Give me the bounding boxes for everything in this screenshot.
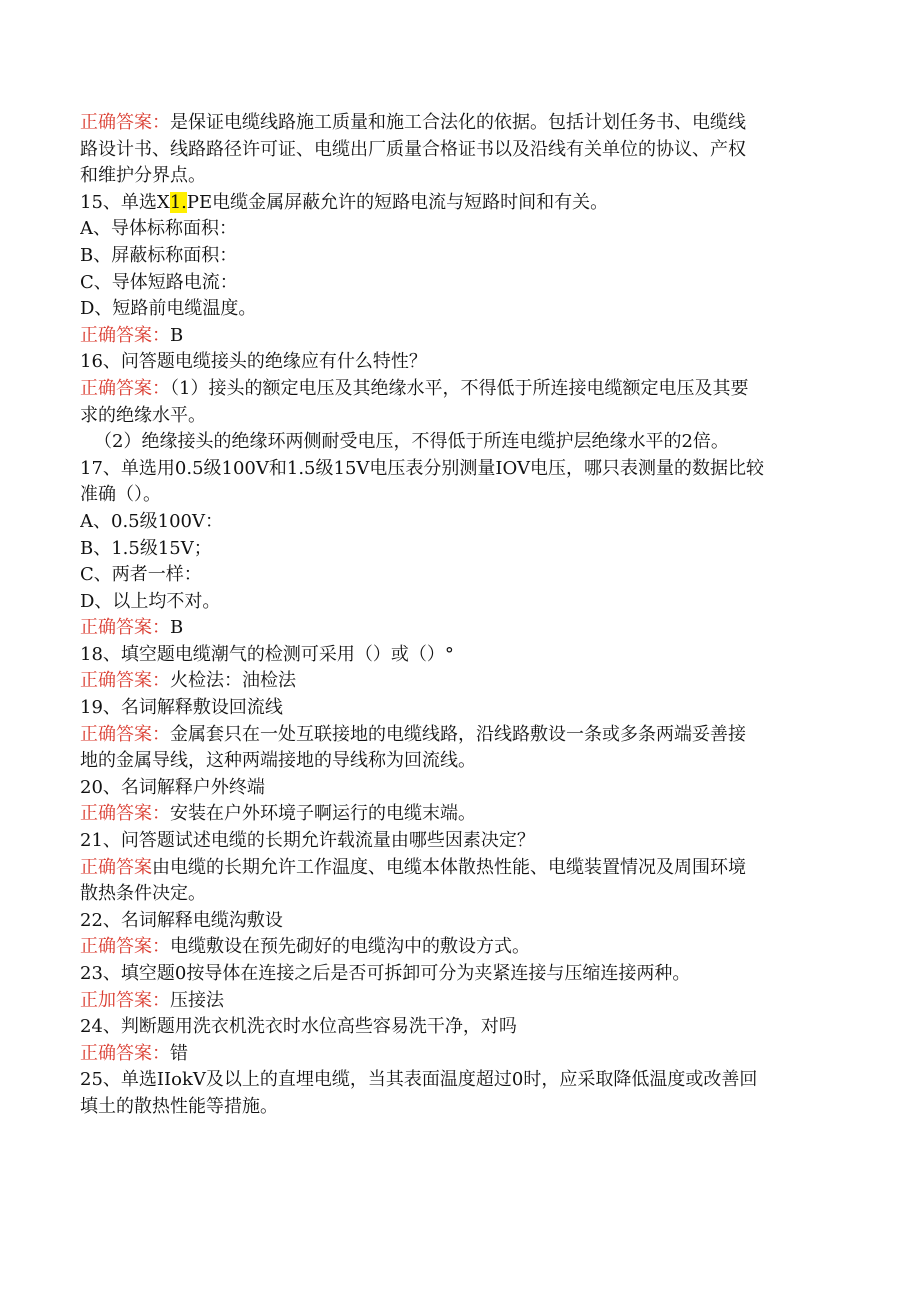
answer-line bbox=[80, 934, 860, 961]
question-line: 23、填空题0按导体在连接之后是否可拆卸可分为夹紧连接与压缩连接两种。 bbox=[80, 963, 691, 984]
answer-label: 正确答案： bbox=[80, 1042, 170, 1064]
question-text-after: PE电缆金属屏蔽允许的短路电流与短路时间和有关。 bbox=[186, 191, 609, 213]
option-line: D、以上均不对。 bbox=[80, 590, 221, 612]
answer-line bbox=[80, 855, 860, 882]
question-line bbox=[80, 190, 860, 217]
answer-line bbox=[80, 722, 860, 749]
option-line: B、1.5级15V； bbox=[80, 537, 212, 559]
option-line: C、导体短路电流： bbox=[80, 271, 238, 293]
answer-line bbox=[80, 668, 860, 695]
answer-line bbox=[80, 376, 860, 403]
answer-text: 压接法 bbox=[170, 989, 224, 1011]
answer-line bbox=[80, 615, 860, 642]
text-line: 地的金属导线，这种两端接地的导线称为回流线。 bbox=[80, 750, 476, 772]
question-line: 16、问答题电缆接头的绝缘应有什么特性？ bbox=[80, 351, 427, 373]
answer-text: 安装在户外环境子啊运行的电缆末端。 bbox=[170, 803, 476, 825]
text-line: 和维护分界点。 bbox=[80, 165, 206, 187]
question-line: 17、单选用0.5级100V和1.5级15V电压表分别测量IOV电压，哪只表测量的数据比较 bbox=[80, 457, 764, 479]
answer-text: B bbox=[170, 324, 184, 346]
answer-label: 正确答案： bbox=[80, 617, 170, 639]
question-line: 18、填空题电缆潮气的检测可采用（）或（）° bbox=[80, 643, 454, 665]
answer-text: 火检法：油检法 bbox=[170, 670, 296, 692]
answer-label: 正确答案： bbox=[80, 112, 170, 133]
answer-label: 正加答案： bbox=[80, 989, 170, 1011]
answer-text: （1）接头的额定电压及其绝缘水平，不得低于所连接电缆额定电压及其要 bbox=[170, 377, 749, 399]
text-line: 求的绝缘水平。 bbox=[80, 404, 206, 426]
answer-line bbox=[80, 323, 860, 350]
question-line: 21、问答题试述电缆的长期允许载流量由哪些因素决定？ bbox=[80, 830, 535, 852]
answer-text: 金属套只在一处互联接地的电缆线路，沿线路敷设一条或多条两端妥善接 bbox=[170, 723, 746, 745]
answer-text: B bbox=[170, 617, 184, 639]
answer-text: 由电缆的长期允许工作温度、电缆本体散热性能、电缆装置情况及周围环境 bbox=[152, 856, 746, 878]
text-line: 填土的散热性能等措施。 bbox=[80, 1095, 278, 1117]
answer-text: 是保证电缆线路施工质量和施工合法化的依据。包括计划任务书、电缆线 bbox=[170, 112, 746, 133]
answer-line bbox=[80, 988, 860, 1015]
question-line: 22、名词解释电缆沟敷设 bbox=[80, 909, 283, 931]
answer-line bbox=[80, 1041, 860, 1068]
answer-label: 正确答案： bbox=[80, 803, 170, 825]
question-line: 24、判断题用洗衣机洗衣时水位高些容易洗干净，对吗 bbox=[80, 1016, 517, 1038]
option-line: C、两者一样： bbox=[80, 564, 202, 586]
option-line: D、短路前电缆温度。 bbox=[80, 298, 257, 320]
option-line: A、0.5级100V： bbox=[80, 510, 223, 532]
text-line: 散热条件决定。 bbox=[80, 883, 206, 905]
answer-label: 正确答案 bbox=[80, 856, 152, 878]
answer-label: 正确答案： bbox=[80, 377, 170, 399]
text-line: （2）绝缘接头的绝缘环两侧耐受电压，不得低于所连电缆护层绝缘水平的2倍。 bbox=[94, 431, 729, 453]
question-line: 25、单选IIokV及以上的直埋电缆，当其表面温度超过0时，应采取降低温度或改善回 bbox=[80, 1069, 758, 1091]
highlighted-text: 1. bbox=[169, 191, 187, 213]
answer-text: 错 bbox=[170, 1042, 188, 1064]
answer-label: 正确答案： bbox=[80, 723, 170, 745]
answer-line bbox=[80, 110, 860, 137]
question-text-before: 15、单选X bbox=[80, 191, 170, 213]
option-line: A、导体标称面积： bbox=[80, 218, 237, 240]
answer-text: 电缆敷设在预先砌好的电缆沟中的敷设方式。 bbox=[170, 936, 530, 958]
answer-line bbox=[80, 801, 860, 828]
answer-label: 正确答案： bbox=[80, 324, 170, 346]
answer-label: 正确答案： bbox=[80, 670, 170, 692]
text-line: 路设计书、线路路径许可证、电缆出厂质量合格证书以及沿线有关单位的协议、产权 bbox=[80, 138, 746, 160]
answer-label: 正确答案： bbox=[80, 936, 170, 958]
question-line: 20、名词解释户外终端 bbox=[80, 776, 265, 798]
text-line: 准确（）。 bbox=[80, 484, 161, 506]
option-line: B、屏蔽标称面积： bbox=[80, 244, 238, 266]
question-line: 19、名词解释敷设回流线 bbox=[80, 697, 283, 719]
